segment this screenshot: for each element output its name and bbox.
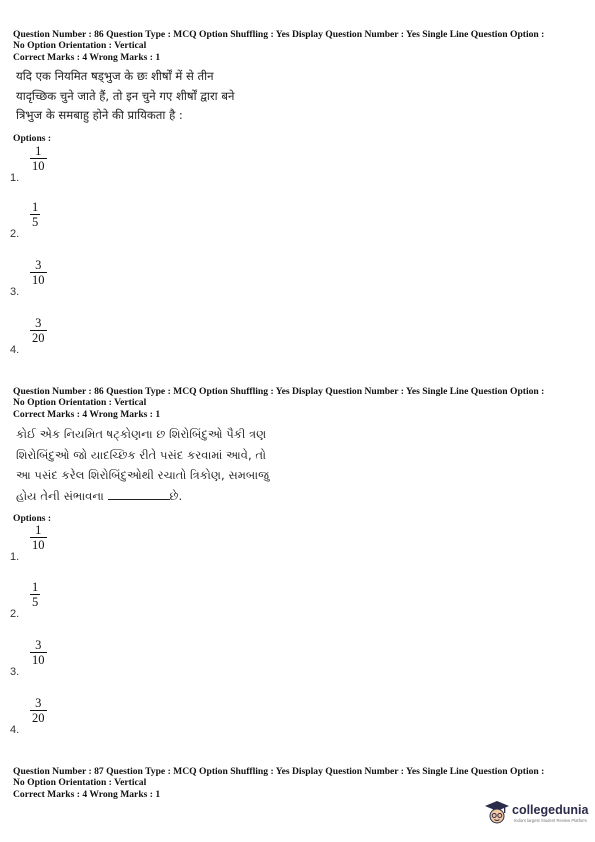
question-86-gujarati bbox=[13, 386, 583, 506]
option-2[interactable] bbox=[10, 580, 90, 620]
question-text: यदि एक नियमित षड्भुज के छः शीर्षों में से तीन यादृच्छिक चुने जाते हैं, तो इन चुने गए शीर्षों द्वारा बने त्रिभुज के समबाहु होने की प्रायिकता है : bbox=[16, 69, 235, 122]
option-number: 4. bbox=[10, 724, 20, 736]
logo-name: collegedunia bbox=[512, 803, 589, 817]
question-text: કોઈ એક નિયમિત ષટ્કોણના છ શિરોબિંદુઓ પૈકી ત્રણ શિરોબિંદુઓ જો યાદચ્છિક રીતે પસંદ કરવામાં આવે, તો આ પસંદ કરેલ શિરોબિંદુઓથી રચાતો ત્રિકોણ, સમબાજુ હોય તેની સંભાવના છે. bbox=[16, 427, 270, 503]
option-1[interactable] bbox=[10, 523, 90, 563]
collegedunia-logo bbox=[482, 797, 587, 829]
question-meta: Question Number : 86 Question Type : MCQ Option Shuffling : Yes Display Question Number : Yes Single Line Question Option : bbox=[13, 386, 545, 397]
question-meta: Question Number : 87 Question Type : MCQ Option Shuffling : Yes Display Question Number : Yes Single Line Question Option : bbox=[13, 766, 545, 777]
question-marks: Correct Marks : 4 Wrong Marks : 1 bbox=[13, 52, 161, 63]
options-label: Options : bbox=[13, 513, 52, 524]
option-3[interactable] bbox=[10, 258, 90, 298]
option-fraction: 3 20 bbox=[32, 696, 45, 725]
option-2[interactable] bbox=[10, 200, 90, 240]
question-meta-orientation: No Option Orientation : Vertical bbox=[13, 777, 147, 788]
option-fraction: 1 5 bbox=[32, 200, 39, 229]
option-fraction: 3 10 bbox=[32, 638, 45, 667]
option-fraction: 3 20 bbox=[32, 316, 45, 345]
graduate-mascot-icon bbox=[482, 797, 512, 827]
question-meta-orientation: No Option Orientation : Vertical bbox=[13, 397, 147, 408]
option-number: 2. bbox=[10, 608, 20, 620]
option-fraction: 3 10 bbox=[32, 258, 45, 287]
option-fraction: 1 5 bbox=[32, 580, 39, 609]
question-86-hindi bbox=[13, 29, 583, 126]
options-label: Options : bbox=[13, 133, 52, 144]
question-87 bbox=[13, 766, 583, 800]
question-marks: Correct Marks : 4 Wrong Marks : 1 bbox=[13, 409, 161, 420]
option-number: 3. bbox=[10, 286, 20, 298]
question-meta: Question Number : 86 Question Type : MCQ Option Shuffling : Yes Display Question Number : Yes Single Line Question Option : bbox=[13, 29, 545, 40]
option-4[interactable] bbox=[10, 316, 90, 356]
question-meta-orientation: No Option Orientation : Vertical bbox=[13, 40, 147, 51]
question-marks: Correct Marks : 4 Wrong Marks : 1 bbox=[13, 789, 161, 800]
option-number: 2. bbox=[10, 228, 20, 240]
option-number: 1. bbox=[10, 551, 20, 563]
option-4[interactable] bbox=[10, 696, 90, 736]
option-fraction: 1 10 bbox=[32, 523, 45, 552]
logo-tagline: India's largest Student Review Platform bbox=[514, 818, 587, 823]
option-1[interactable] bbox=[10, 144, 90, 184]
option-number: 1. bbox=[10, 172, 20, 184]
answer-blank bbox=[108, 489, 170, 500]
option-3[interactable] bbox=[10, 638, 90, 678]
option-number: 3. bbox=[10, 666, 20, 678]
option-number: 4. bbox=[10, 344, 20, 356]
option-fraction: 1 10 bbox=[32, 144, 45, 173]
